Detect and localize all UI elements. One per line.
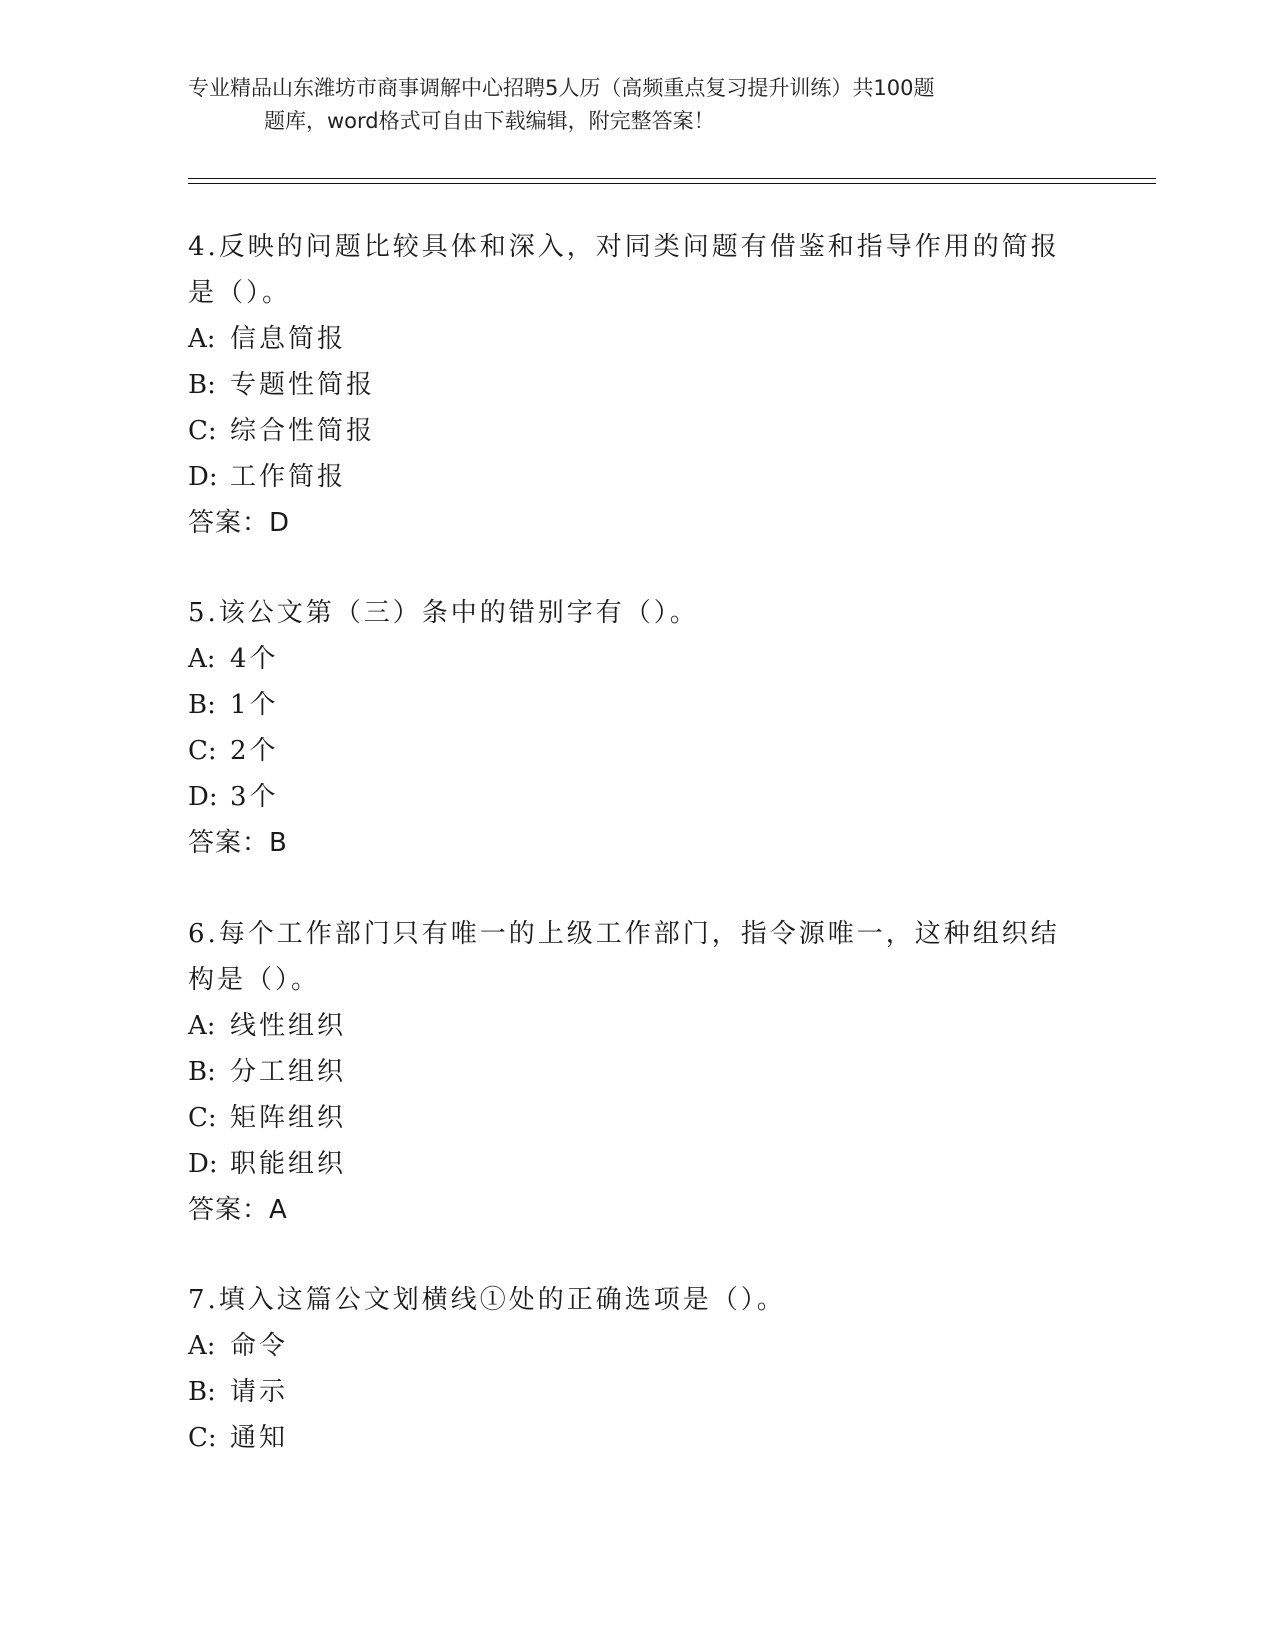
option-a — [188, 316, 1088, 362]
option-key: B: — [188, 370, 216, 400]
option-b — [188, 1049, 1088, 1095]
option-key: B: — [188, 690, 216, 720]
option-text: 线性组织 — [230, 1011, 347, 1041]
option-c — [188, 1095, 1088, 1141]
option-key: B: — [188, 1377, 216, 1407]
question-stem — [188, 1277, 1088, 1323]
option-text: 通知 — [230, 1423, 289, 1453]
option-key: C: — [188, 1103, 217, 1133]
option-c — [188, 408, 1088, 454]
option-a — [188, 1323, 1088, 1369]
option-b — [188, 362, 1088, 408]
option-key: B: — [188, 1057, 216, 1087]
option-a — [188, 1003, 1088, 1049]
answer: 答案：A — [188, 1195, 288, 1225]
document-title — [188, 72, 1088, 138]
option-d — [188, 1141, 1088, 1187]
option-key: D: — [188, 782, 218, 812]
question-5 — [188, 590, 1088, 866]
option-c — [188, 728, 1088, 774]
header-rule-bottom — [188, 183, 1156, 184]
option-key: D: — [188, 1149, 218, 1179]
option-text: 专题性简报 — [230, 370, 376, 400]
option-a — [188, 636, 1088, 682]
option-text: 4个 — [230, 644, 279, 674]
stem-line: 构是（）。 — [188, 965, 321, 995]
option-key: C: — [188, 1423, 217, 1453]
stem-line: 7.填入这篇公文划横线①处的正确选项是（）。 — [188, 1285, 786, 1315]
option-key: A: — [188, 1331, 216, 1361]
stem-line: 是（）。 — [188, 278, 292, 308]
question-stem — [188, 911, 1088, 1003]
option-text: 命令 — [230, 1331, 289, 1361]
option-key: A: — [188, 324, 216, 354]
option-text: 职能组织 — [230, 1149, 347, 1179]
option-text: 矩阵组织 — [230, 1103, 347, 1133]
answer: 答案：B — [188, 828, 288, 858]
answer: 答案：D — [188, 508, 291, 538]
option-b — [188, 1369, 1088, 1415]
question-6 — [188, 911, 1088, 1233]
title-line-1: 专业精品山东潍坊市商事调解中心招聘5人历（高频重点复习提升训练）共100题 — [188, 76, 935, 100]
option-text: 请示 — [230, 1377, 289, 1407]
question-4 — [188, 224, 1088, 546]
option-text: 工作简报 — [230, 462, 347, 492]
title-line-2: 题库，word格式可自由下载编辑，附完整答案！ — [264, 109, 715, 133]
option-d — [188, 774, 1088, 820]
stem-line: 6.每个工作部门只有唯一的上级工作部门，指令源唯一，这种组织结 — [188, 919, 1060, 949]
option-text: 信息简报 — [230, 324, 347, 354]
option-b — [188, 682, 1088, 728]
question-stem — [188, 224, 1088, 316]
option-text: 综合性简报 — [230, 416, 376, 446]
stem-line: 4.反映的问题比较具体和深入，对同类问题有借鉴和指导作用的简报 — [188, 232, 1060, 262]
question-7 — [188, 1277, 1088, 1461]
question-stem — [188, 590, 1088, 636]
option-c — [188, 1415, 1088, 1461]
option-text: 2个 — [230, 736, 279, 766]
header-rule-top — [188, 178, 1156, 179]
option-text: 3个 — [230, 782, 279, 812]
option-d — [188, 454, 1088, 500]
stem-line: 5.该公文第（三）条中的错别字有（）。 — [188, 598, 699, 628]
option-text: 分工组织 — [230, 1057, 347, 1087]
option-key: C: — [188, 416, 217, 446]
option-key: C: — [188, 736, 217, 766]
option-text: 1个 — [230, 690, 279, 720]
option-key: A: — [188, 644, 216, 674]
option-key: A: — [188, 1011, 216, 1041]
option-key: D: — [188, 462, 218, 492]
